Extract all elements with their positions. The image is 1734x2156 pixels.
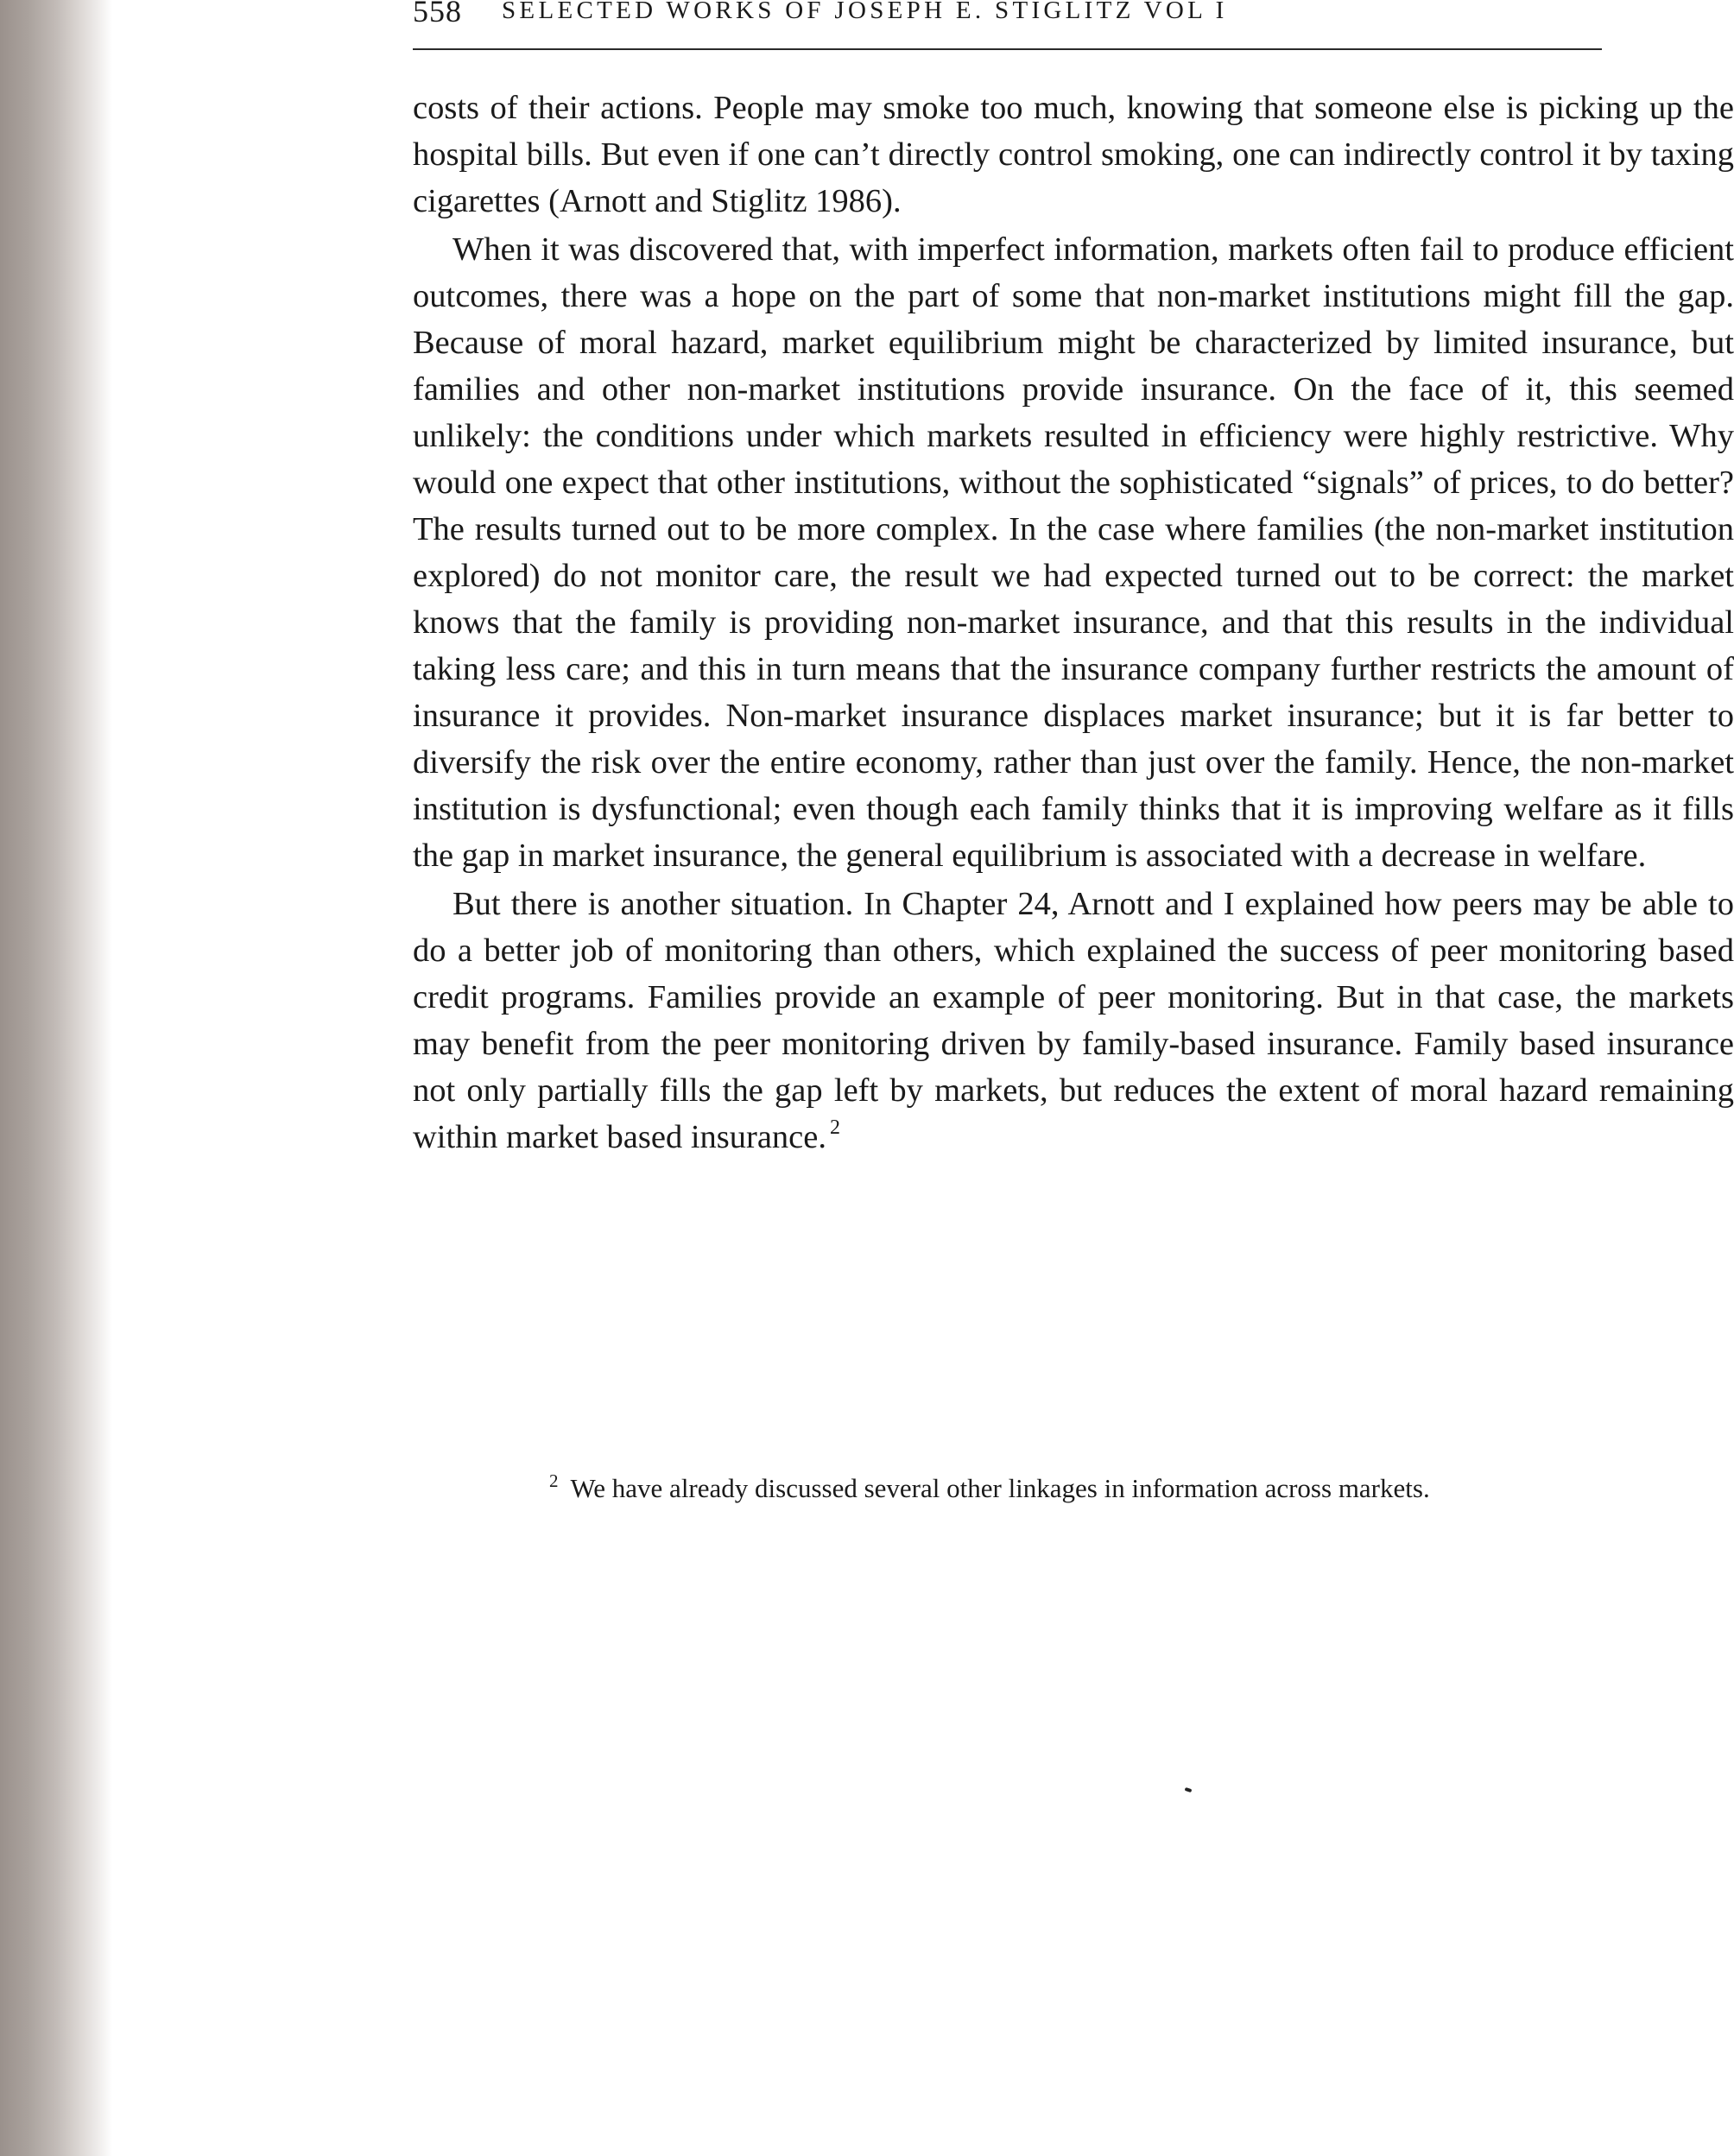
footnote-number: 2	[549, 1470, 559, 1491]
page-number: 558	[413, 0, 462, 28]
paragraph-3-text: But there is another situation. In Chapter 24, Arnott and I explained how peers may be able to do a better job of monitoring than others, which explained the success of peer monitoring based credit programs. Families provide an example of peer monitoring. But in that case, the markets may benefit from the peer monitoring driven by family-based insurance. Family based insurance not only partially fills the gap left by markets, but reduces the extent of moral hazard remaining within market based insurance.	[413, 886, 1734, 1155]
page-header	[413, 0, 1602, 50]
paragraph-1	[413, 85, 1734, 224]
book-binding-shadow	[0, 0, 112, 2156]
paragraph-2-text: When it was discovered that, with imperfect information, markets often fail to produce efficient outcomes, there was a hope on the part of some that non-market institutions might fill the gap. Because of moral hazard, market equilibrium might be characterized by limited insurance, but families and other non-market institutions provide insurance. On the face of it, this seemed unlikely: the conditions under which markets resulted in efficiency were highly restrictive. Why would one expect that other institutions, without the sophisticated “signals” of prices, to do better? The results turned out to be more complex. In the case where families (the non-market institution explored) do not monitor care, the result we had expected turned out to be correct: the market knows that the family is providing non-market insurance, and that this results in the individual taking less care; and this in turn means that the insurance company further restricts the amount of insurance it provides. Non-market insurance displaces market insurance; but it is far better to diversify the risk over the entire economy, rather than just over the family. Hence, the non-market institution is dysfunctional; even though each family thinks that it is improving welfare as it fills the gap in market insurance, the general equilibrium is associated with a decrease in welfare.	[413, 231, 1734, 874]
paragraph-2	[413, 226, 1734, 879]
footnote-reference[interactable]: 2	[829, 1116, 840, 1139]
body-text	[413, 85, 1734, 1162]
paragraph-3	[413, 881, 1734, 1160]
scan-speck	[1185, 1787, 1193, 1792]
footnote	[549, 1471, 1602, 1506]
paragraph-1-text: costs of their actions. People may smoke too much, knowing that someone else is picking up the hospital bills. But even if one can’t directly control smoking, one can indirectly control it by taxing cigarettes (Arnott and Stiglitz 1986).	[413, 90, 1734, 219]
footnote-text: We have already discussed several other linkages in information across markets.	[570, 1473, 1430, 1503]
running-head: SELECTED WORKS OF JOSEPH E. STIGLITZ VOL I	[502, 0, 1228, 24]
